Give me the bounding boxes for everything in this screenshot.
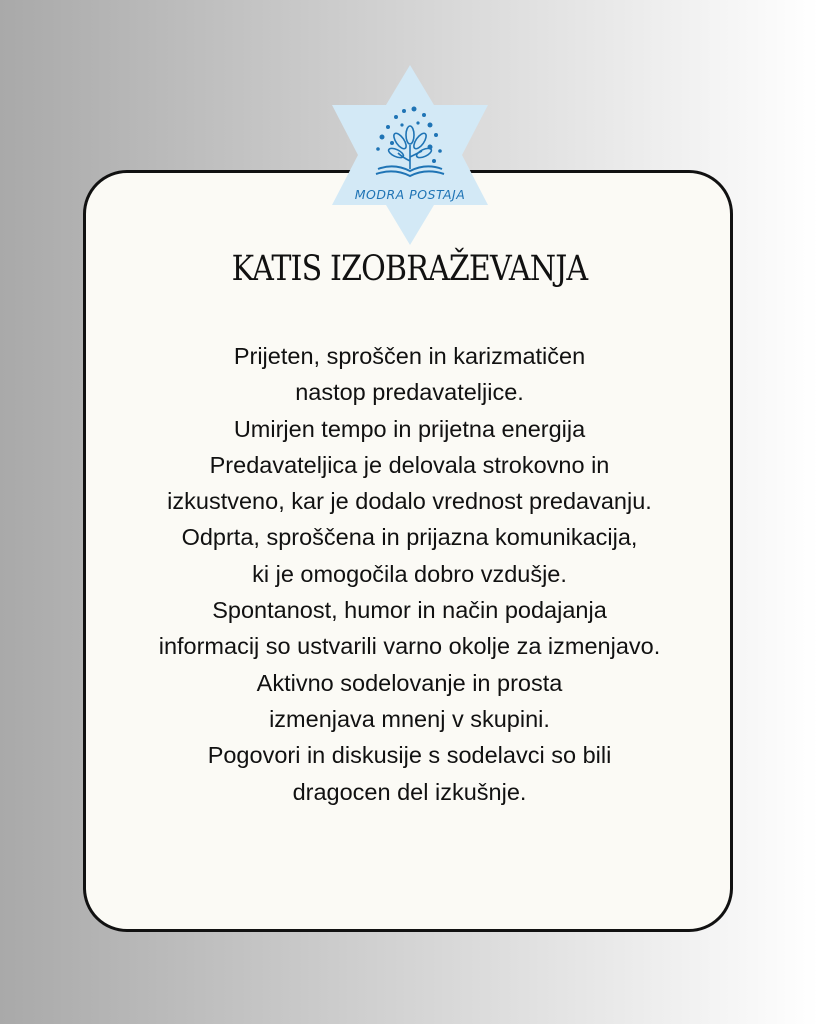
text-line: Predavateljica je delovala strokovno in <box>209 451 610 478</box>
text-line: dragocen del izkušnje. <box>292 778 527 805</box>
text-line: nastop predavateljice. <box>295 379 524 406</box>
modra-postaja-logo <box>330 65 490 245</box>
logo-text: MODRA POSTAJA <box>354 187 466 202</box>
page-title: KATIS IZOBRAŽEVANJA <box>231 249 588 289</box>
text-line: Umirjen tempo in prijetna energija <box>233 415 586 442</box>
text-line: Aktivno sodelovanje in prosta <box>256 669 563 696</box>
text-line: informacij so ustvarili varno okolje za izmenjavo. <box>158 633 661 660</box>
text-line: izmenjava mnenj v skupini. <box>269 705 550 732</box>
text-line: izkustveno, kar je dodalo vrednost predavanju. <box>167 488 652 515</box>
text-line: ki je omogočila dobro vzdušje. <box>252 560 567 587</box>
text-line: Prijeten, sproščen in karizmatičen <box>233 343 586 369</box>
text-line: Spontanost, humor in način podajanja <box>212 597 607 624</box>
text-line: Pogovori in diskusije s sodelavci so bili <box>207 742 612 769</box>
text-line: Odprta, sproščena in prijazna komunikacija, <box>181 524 638 551</box>
testimonial-text <box>0 338 819 810</box>
